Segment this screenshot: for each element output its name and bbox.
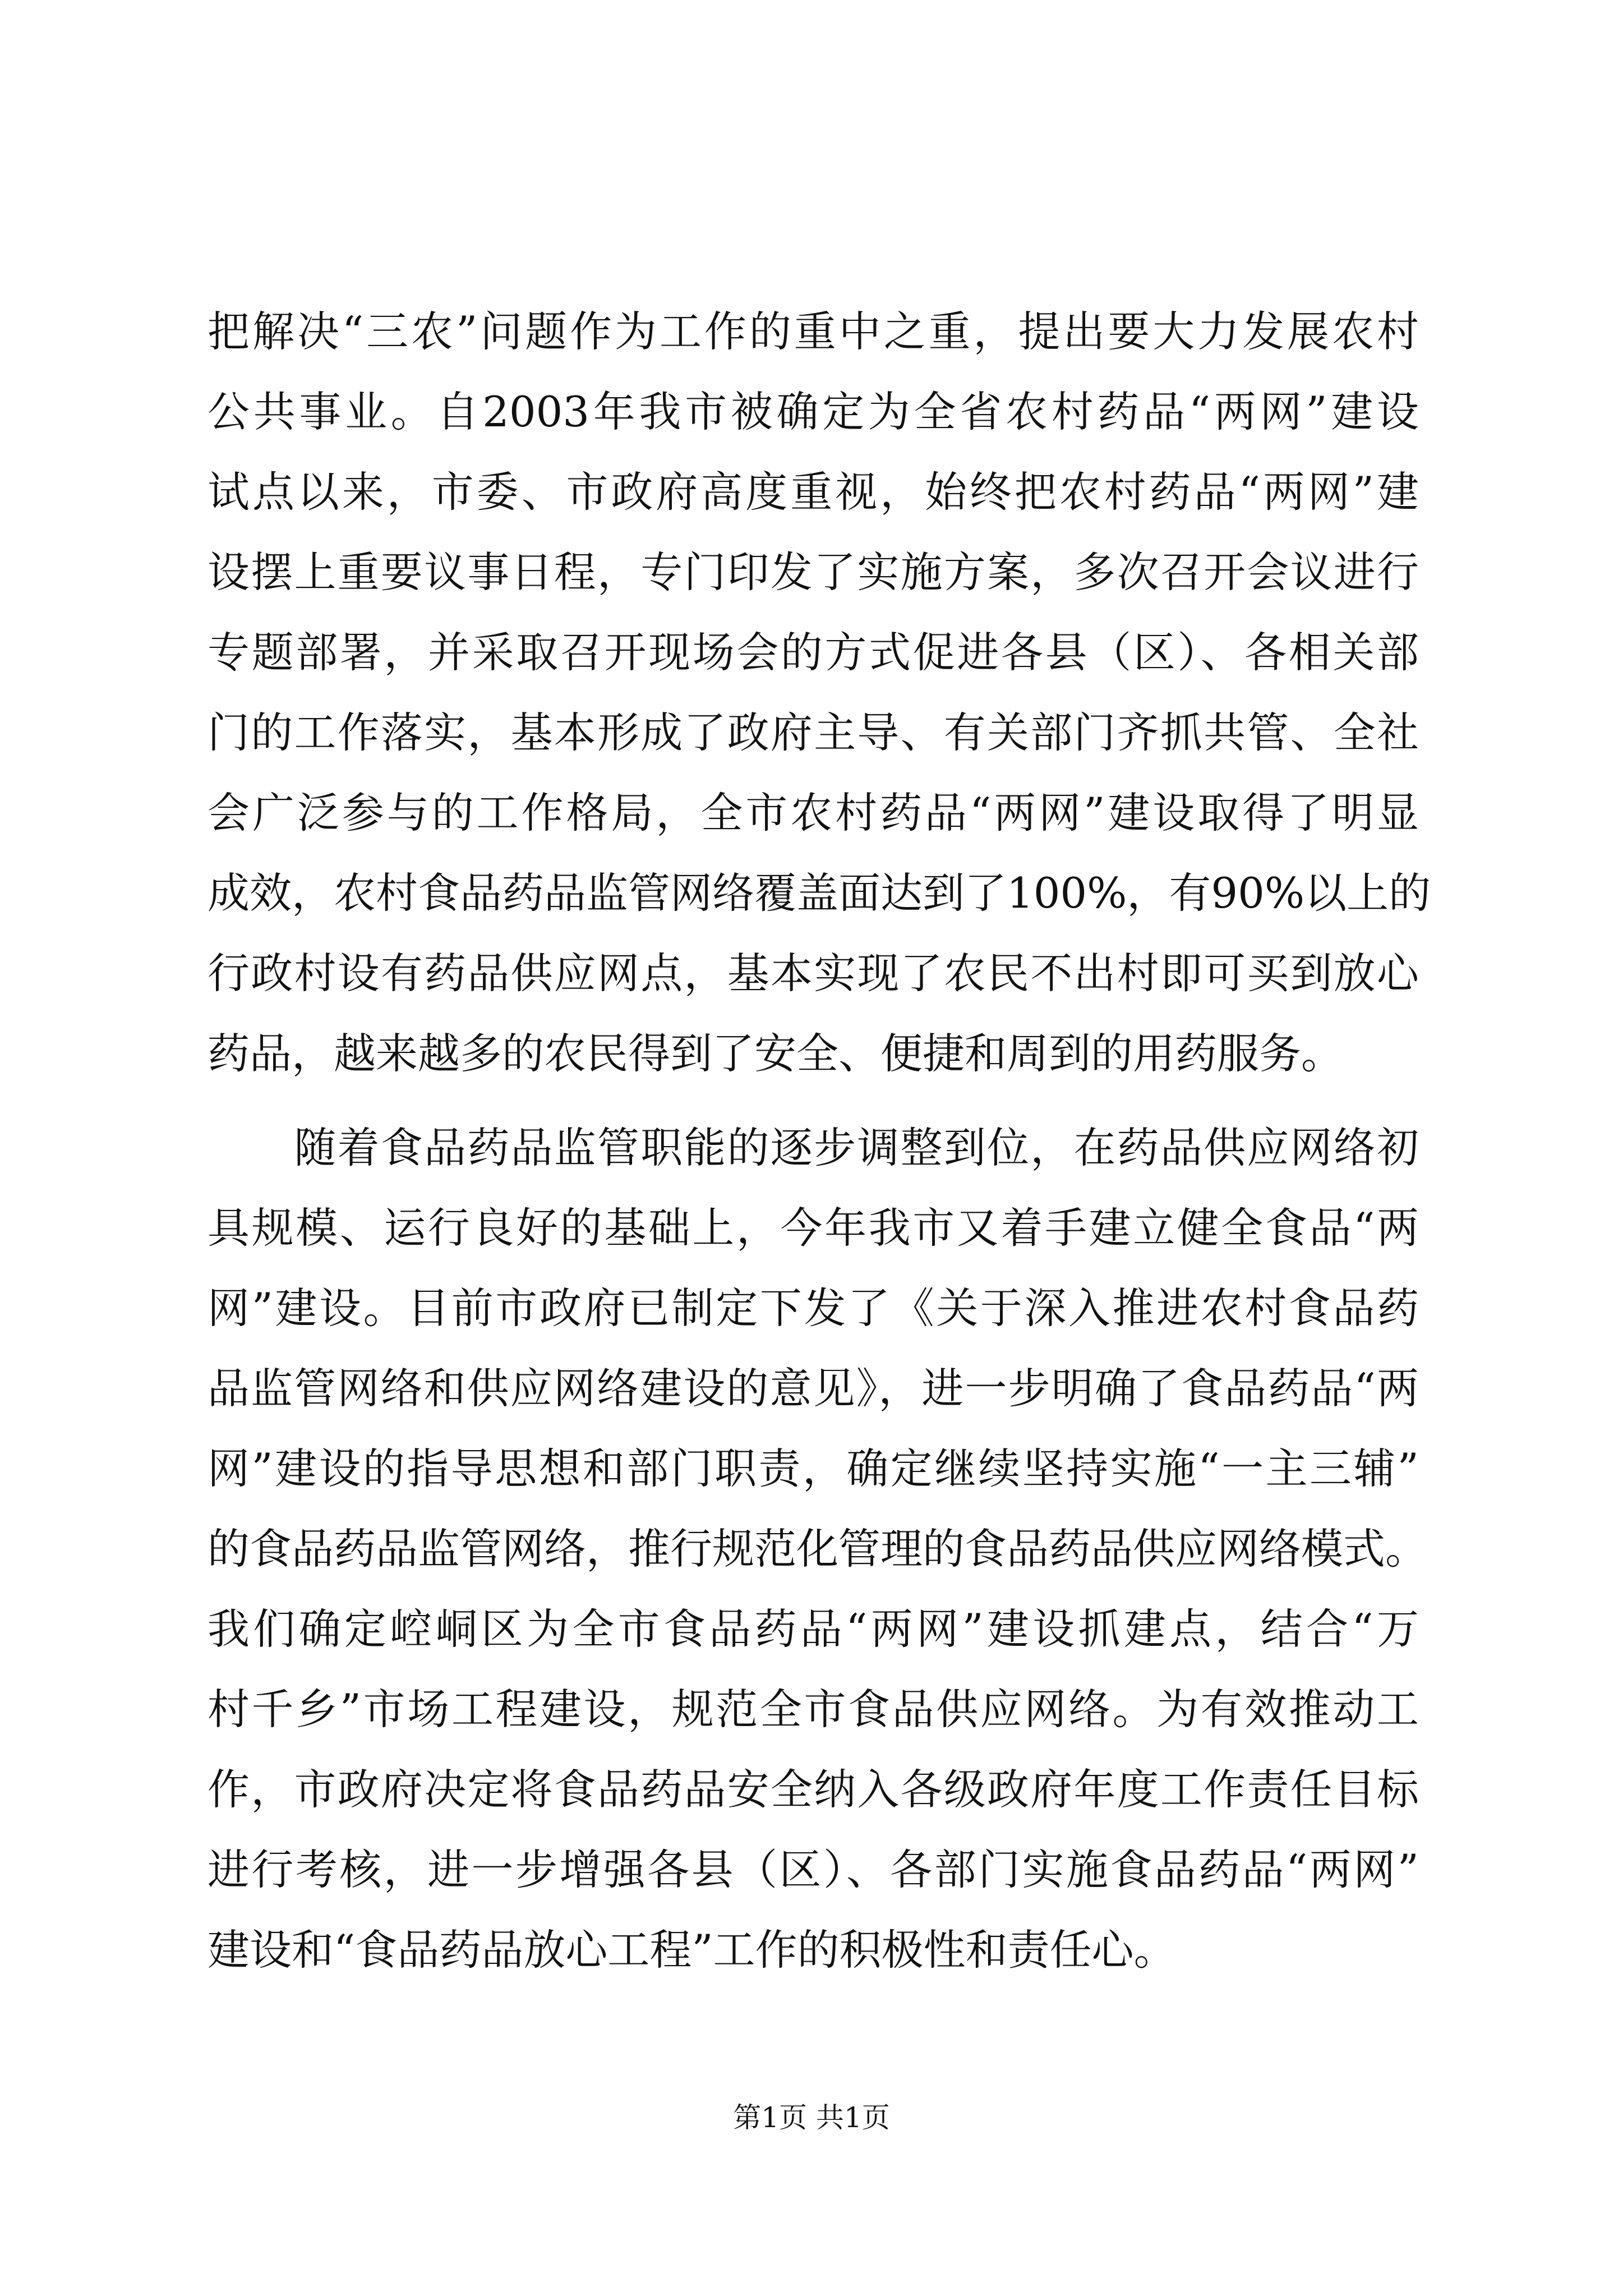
document-body	[208, 292, 1431, 1990]
text-line: 门的工作落实，基本形成了政府主导、有关部门齐抓共管、全社	[208, 708, 1419, 757]
text-line: 具规模、运行良好的基础上，今年我市又着手建立健全食品“两	[208, 1203, 1419, 1253]
text-line: 行政村设有药品供应网点，基本实现了农民不出村即可买到放心	[208, 949, 1419, 998]
text-line: 建设和“食品药品放心工程”工作的积极性和责任心。	[208, 1925, 1176, 1975]
text-line: 作，市政府决定将食品药品安全纳入各级政府年度工作责任目标	[208, 1765, 1419, 1814]
text-line: 设摆上重要议事日程，专门印发了实施方案，多次召开会议进行	[208, 547, 1419, 597]
text-line: 专题部署，并采取召开现场会的方式促进各县（区）、各相关部	[208, 628, 1419, 677]
text-line: 公共事业。自2003年我市被确定为全省农村药品“两网”建设	[208, 387, 1419, 436]
text-line: 会广泛参与的工作格局，全市农村药品“两网”建设取得了明显	[208, 788, 1419, 838]
page-number-footer: 第1页 共1页	[733, 2101, 890, 2134]
text-line: 随着食品药品监管职能的逐步调整到位，在药品供应网络初	[208, 1123, 1419, 1172]
text-line: 网”建设的指导思想和部门职责，确定继续坚持实施“一主三辅”	[208, 1444, 1419, 1493]
paragraph-2	[208, 1108, 1428, 1990]
text-line: 把解决“三农”问题作为工作的重中之重，提出要大力发展农村	[208, 307, 1419, 356]
text-line: 品监管网络和供应网络建设的意见》，进一步明确了食品药品“两	[208, 1364, 1419, 1413]
text-line: 进行考核，进一步增强各县（区）、各部门实施食品药品“两网”	[208, 1845, 1419, 1894]
text-line: 我们确定崆峒区为全市食品药品“两网”建设抓建点，结合“万	[208, 1604, 1419, 1654]
paragraph-1	[208, 292, 1431, 1094]
text-line: 成效，农村食品药品监管网络覆盖面达到了100%，有90%以上的	[208, 868, 1431, 918]
text-line: 村千乡”市场工程建设，规范全市食品供应网络。为有效推动工	[208, 1685, 1419, 1734]
text-line: 试点以来，市委、市政府高度重视，始终把农村药品“两网”建	[208, 467, 1419, 517]
text-line: 的食品药品监管网络，推行规范化管理的食品药品供应网络模式。	[208, 1524, 1428, 1573]
text-line: 网”建设。目前市政府已制定下发了《关于深入推进农村食品药	[208, 1283, 1419, 1333]
paragraph-spacer	[208, 1094, 1419, 1108]
text-line: 药品，越来越多的农民得到了安全、便捷和周到的用药服务。	[208, 1029, 1344, 1078]
